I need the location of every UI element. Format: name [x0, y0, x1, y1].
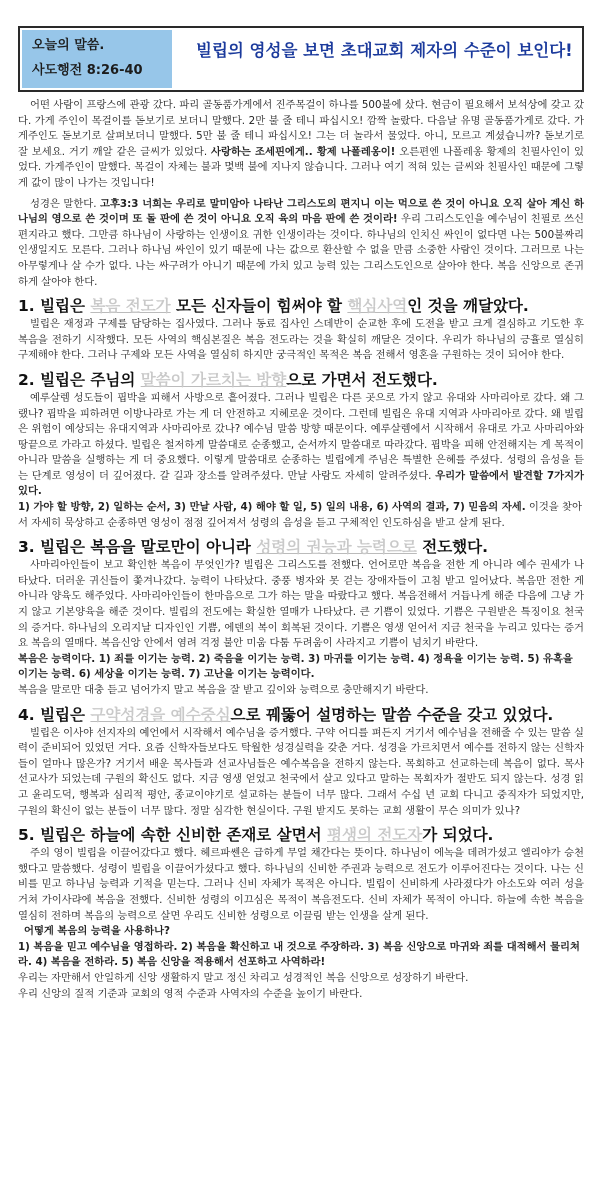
intro-story	[18, 98, 584, 192]
intro-scripture	[18, 197, 584, 291]
todays-word-label: 오늘의 말씀.	[32, 38, 105, 53]
heading-hint: 복음 전도가	[90, 297, 171, 316]
heading-text: 인 것을 깨달았다.	[407, 297, 529, 316]
scripture-reference: 사도행전 8:26-40	[32, 63, 143, 78]
heading-text: 전도했다.	[416, 538, 489, 557]
section-4-body: 빌립은 이사야 선지자의 예언에서 시작해서 예수님을 증거했다. 구약 어디를 펴든지 거기서 예수님을 전해줄 수 있는 말씀 실력이 준비되어 있었던 거다. 요즘 신학자들보다도 탁월한 성경실력을 갖춘 거다. 성경을 가르치면서 예수를 전하지 않는 신학자들이 얼마나 많은가? 거기서 배운 목사들과 선교사님들은 예수복음을 전하지 않는다. 목회하고 선교하는데 복음이 없다. 목사 선교사가 되었는데 구원의 확신도 없다. 지금 영생 얻었고 천국에서 살고 있다고 말하는 목회자가 절반도 되지 않는다. 성경 읽고 윤리도덕, 행복과 심리적 평안, 종교이야기로 설교하는 분들이 너무 많다. 그래서 수십 년 교회 다니고 중직자가 되었지만, 구원의 확신이 없는 분들이 너무 많다. 정말 심각한 현실이다. 구원 받지도 못하는 교회 생활이 무슨 의미가 있나?	[18, 726, 584, 817]
section-2-list	[18, 500, 584, 531]
section-5-heading	[18, 824, 584, 846]
section-5	[18, 824, 584, 1002]
section-2	[18, 369, 584, 531]
heading-hint: 성령의 권능과 능력으로	[256, 538, 417, 557]
heading-hint: 구약성경을 예수중심	[90, 705, 231, 724]
sermon-content	[18, 98, 584, 1002]
scripture-badge	[22, 30, 172, 88]
gospel-power-list: 복음은 능력이다. 1) 죄를 이기는 능력. 2) 죽음을 이기는 능력. 3) 마귀를 이기는 능력. 4) 정욕을 이기는 능력. 5) 유혹을 이기는 능력. 6) 세상을 이기는 능력. 7) 고난을 이기는 능력이다.	[18, 652, 573, 681]
heading-text: 으로 가면서 전도했다.	[286, 370, 438, 389]
heading-text: 가 되었다.	[422, 826, 494, 845]
body-text: 예루살렘 성도들이 핍박을 피해서 사방으로 흩어졌다. 그러나 빌립은 다른 곳으로 가지 않고 유대와 사마리아로 갔다. 왜 그랬나? 핍박을 피하려면 이방나라로 가는 게 더 안전하고 지혜로운 것이다. 그런데 빌립은 유대 지역과 사마리아로 갔다. 왜 빌립은 위험이 예상되는 유대지역과 사마리아로 갔나? 예수님 말씀 방향 때문이다. 예루살렘에서 시작해서 유대로 가고 사마리아와 땅끝으로 가라고 하셨다. 빌립은 철저하게 말씀대로 순종했고, 순서까지 말씀대로 따라갔다. 핍박을 피해 안전해지는 게 목적이 아니라 말씀을 실행하는 게 더 중요했다. 이렇게 말씀대로 순종하는 빌립에게 주님은 특별한 은혜를 주셨다. 성령의 음성을 듣는 단계로 영성이 더 깊어졌다. 갈 길과 장소를 알려주셨다. 만날 사람도 자세히 알려주셨다.	[18, 391, 584, 482]
section-1-heading	[18, 295, 584, 317]
intro-scripture-rest: 우리 그리스도인을 예수님이 친필로 쓰신 편지라고 했다. 그만큼 하나님이 사랑하는 인생이요 귀한 인생이라는 것이다. 하나님의 인치신 싸인이 없다면 나는 500불짜리 인생일지도 모른다. 그러나 하나님 싸인이 있기 때문에 나는 값으로 환산할 수 없을 만큼 소중한 사람인 것이다. 그러므로 나는 아무렇게나 살 수가 없다. 나는 싸구려가 아니기 때문에 가치 있고 능력 있는 그리스도인으로 살아야 한다. 복음 신앙으로 존귀하게 살아야 한다.	[18, 213, 584, 288]
section-3-heading	[18, 536, 584, 558]
seven-things-list: 1) 가야 할 방향, 2) 일하는 순서, 3) 만날 사람, 4) 해야 할 일, 5) 일의 내용, 6) 사역의 결과, 7) 믿음의 자세.	[18, 501, 526, 514]
heading-text: 모든 신자들이 힘써야 할	[170, 297, 348, 316]
heading-text: 1. 빌립은	[18, 297, 91, 316]
header-box	[18, 26, 584, 92]
how-to-use-answer: 1) 복음을 믿고 예수님을 영접하라. 2) 복음을 확신하고 내 것으로 주장하라. 3) 복음 신앙으로 마귀와 죄를 대적해서 물리쳐라. 4) 복음을 전하라. 5) 복음 신앙을 적용해서 선포하고 사역하라!	[18, 940, 580, 969]
intro-story-rest: 오른편엔 나폴레옹 황제의 친필사인이 있었다. 가게주인이 말했다. 목걸이 자체는 불과 몇백 불에 지나지 않습니다. 그러나 여기 적혀 있는 글씨와 친필사인 때문에 그렇게 값이 많이 나가는 것입니다!	[18, 145, 585, 189]
section-2-body	[18, 391, 584, 500]
section-3-body: 사마리아인들이 보고 확인한 복음이 무엇인가? 빌립은 그리스도를 전했다. 언어로만 복음을 전한 게 아니라 예수 권세가 나타났다. 더러운 귀신들이 쫓겨나갔다. 능력이 나타났다. 중풍 병자와 못 걷는 장애자들이 고침 받고 일어났다. 복음만 전한 게 아니라 양육도 해주었다. 사마리아인들이 한마음으로 그가 하는 말을 따랐다고 했다. 복음전해서 거듭나게 해준 다음에 그냥 가지 않고 기본양육을 해준 것이다. 빌립의 전도에는 확실한 열매가 나타났다. 큰 기쁨이 있었다. 기쁨은 구원받은 특징이요 천국의 증거다. 하나님의 오리지날 디자인인 기쁨, 에덴의 복이 회복된 것이다. 기쁨은 영생 얻어서 지금 천국을 누리고 있다는 증거요 복음의 열매다. 복음신앙 안에서 염려 걱정 불안 미움 다툼 두려움이 사라지고 기쁨이 넘치기 바란다.	[18, 559, 584, 650]
page-title: 빌립의 영성을 보면 초대교회 제자의 수준이 보인다!	[196, 41, 573, 60]
heading-text: 5. 빌립은 하늘에 속한 신비한 존재로 살면서	[18, 826, 327, 845]
section-1-body: 빌립은 재정과 구제를 담당하는 집사였다. 그러나 동료 집사인 스데반이 순교한 후에 도전을 받고 크게 결심하고 기도한 후 복음을 전하기 시작했다. 모든 사역의 핵심본질은 복음 전도라는 것을 확실히 깨달은 것이다. 우리가 하나님의 긍휼로 열심히 구제해야 한다. 그러나 구제와 모든 사역을 열심히 하지만 궁극적인 목적은 복음 전해서 영혼을 구원하는 것이 되어야 한다.	[18, 318, 584, 362]
intro-scripture-lead: 성경은 말한다.	[30, 197, 101, 210]
intro-story-text: 어떤 사람이 프랑스에 관광 갔다. 파리 골동품가게에서 진주목걸이 하나를 500불에 샀다. 현금이 필요해서 보석상에 갖고 갔다. 가게 주인이 목걸이를 돋보기로 보더니 말했다. 2만 불 줄 테니 파십시오! 깜짝 놀랐다. 다음날 유명 골동품가게로 갔다. 가게주인도 돋보기로 살펴보더니 말했다. 5만 불 줄 테니 파십시오! 그는 더 놀라서 물었다. 아니, 모르고 계셨습니까? 돋보기로 잘 보세요. 거기 깨알 같은 글씨가 있었다.	[18, 99, 584, 158]
section-3	[18, 536, 584, 698]
closing-line-2: 우리 신앙의 질적 기준과 교회의 영적 수준과 사역자의 수준을 높이기 바란다.	[18, 987, 363, 1000]
heading-text: 으로 꿰뚫어 설명하는 말씀 수준을 갖고 있었다.	[230, 705, 554, 724]
body-bold: 우리가 말씀에서 발견할 7가지가 있다.	[18, 469, 585, 498]
heading-text: 2. 빌립은 주님의	[18, 370, 141, 389]
heading-text: 3. 빌립은 복음을 말로만이 아니라	[18, 538, 257, 557]
section-5-body: 주의 영이 빌립을 이끌어갔다고 했다. 헤르파쎈은 급하게 무얼 채간다는 뜻이다. 하나님이 에녹을 데려가셨고 엘리야가 승천했다고 말씀했다. 성령이 빌립을 이끌어가셨다고 했다. 하나님의 신비한 주권과 능력으로 전도가 이루어진다는 것이다. 나는 신비를 믿고 하나님 능력과 기적을 믿는다. 그러나 신비 자체가 목적은 아니다. 빌립이 신비하게 사라졌다가 아소도와 여러 성을 거쳐 가이사랴에 복음을 전했다. 신비한 성령의 이끄심은 목적이 복음전도다. 신비 자체가 목적이 아니다. 하늘에 속한 복음을 열심히 전하며 복음의 능력으로 살면 우리도 신비한 성령으로 이끌림 받는 인생을 살게 된다.	[18, 847, 584, 922]
heading-hint: 핵심사역	[347, 297, 408, 316]
intro-story-bold: 사랑하는 조세핀에게.. 황제 나폴레옹이!	[211, 145, 396, 158]
list-rest: 이것을 찾아서 자세히 묵상하고 순종하면 영성이 점점 깊어져서 성령의 음성을 듣고 구체적인 인도하심을 받고 살게 된다.	[18, 501, 582, 529]
heading-text: 4. 빌립은	[18, 705, 91, 724]
heading-hint: 평생의 전도자	[327, 826, 423, 845]
section-1	[18, 295, 584, 364]
heading-hint: 말씀이 가르치는 방향	[140, 370, 287, 389]
section-4	[18, 704, 584, 820]
section-2-heading	[18, 369, 584, 391]
section-4-heading	[18, 704, 584, 726]
closing-line-1: 우리는 자만해서 안일하게 신앙 생활하지 말고 정신 차리고 성경적인 복음 신앙으로 성장하기 바란다.	[18, 971, 469, 984]
intro-scripture-verse: 고후3:3 너희는 우리로 말미암아 나타난 그리스도의 편지니 이는 먹으로 쓴 것이 아니요 오직 살아 계신 하나님의 영으로 쓴 것이며 또 돌 판에 쓴 것이 아니요 오직 육의 마음 판에 쓴 것이라!	[18, 197, 584, 226]
how-to-use-question: 어떻게 복음의 능력을 사용하나?	[24, 925, 171, 938]
section-3-tail: 복음을 말로만 대충 듣고 넘어가지 말고 복음을 잘 받고 깊이와 능력으로 충만해지기 바란다.	[18, 684, 429, 696]
